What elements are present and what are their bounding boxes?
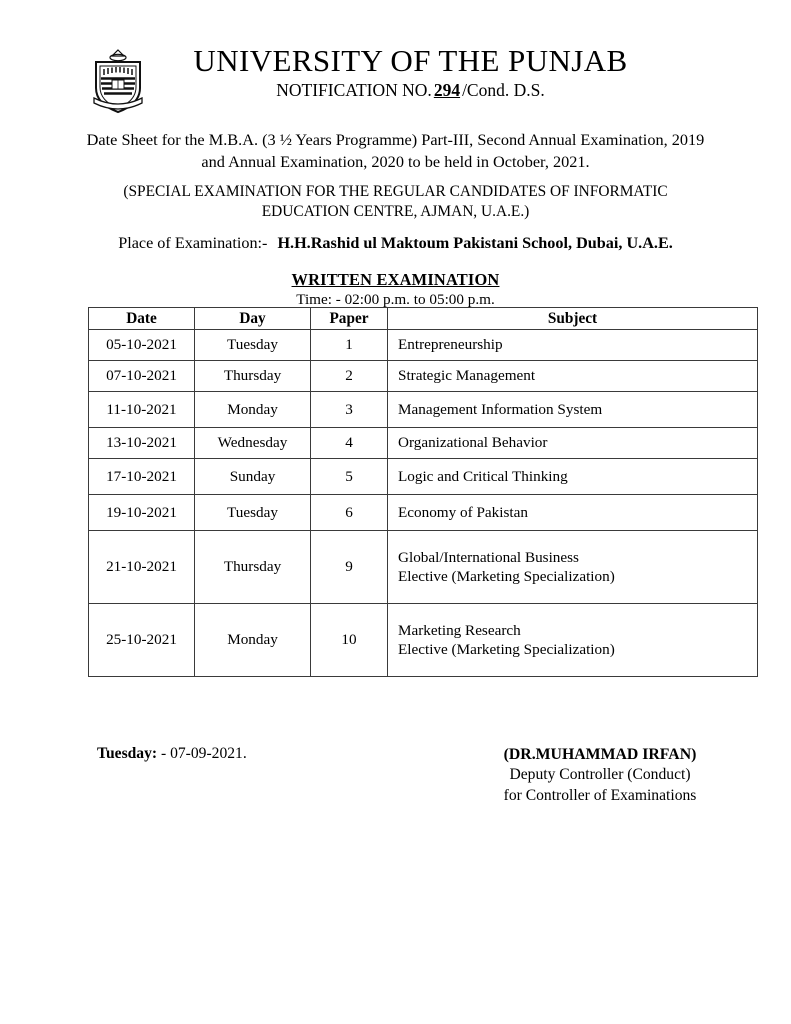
table-row	[89, 495, 758, 531]
column-header-day: Day	[195, 308, 311, 330]
signatory-role-line-1: Deputy Controller (Conduct)	[509, 766, 691, 784]
cell-subject	[388, 495, 758, 531]
cell-paper: 2	[311, 361, 388, 392]
signatory-role-line-2: for Controller of Examinations	[503, 787, 697, 805]
table-body	[89, 330, 758, 677]
cell-subject	[388, 428, 758, 459]
university-crest-icon	[88, 48, 148, 116]
table-row	[89, 428, 758, 459]
table-row	[89, 531, 758, 604]
special-line-2: EDUCATION CENTRE, AJMAN, U.A.E.)	[261, 203, 530, 221]
cell-date: 25-10-2021	[89, 604, 195, 677]
notification-number: 294	[433, 80, 461, 101]
cell-day: Tuesday	[195, 495, 311, 531]
notification-prefix: NOTIFICATION NO.	[276, 80, 432, 101]
cell-day: Monday	[195, 392, 311, 428]
issue-date: - 07-09-2021.	[161, 745, 247, 762]
table-row	[89, 604, 758, 677]
written-examination-heading	[0, 270, 791, 309]
subject-line-2: Elective (Marketing Specialization)	[398, 568, 615, 585]
date-sheet-table	[88, 307, 758, 677]
subject-line-1: Strategic Management	[398, 367, 536, 385]
column-header-date: Date	[89, 308, 195, 330]
cell-paper: 6	[311, 495, 388, 531]
cell-subject	[388, 604, 758, 677]
cell-subject	[388, 531, 758, 604]
cell-date: 13-10-2021	[89, 428, 195, 459]
subject-line-1: Economy of Pakistan	[398, 503, 528, 521]
special-line-1: (SPECIAL EXAMINATION FOR THE REGULAR CANDIDATES OF INFORMATIC	[123, 183, 668, 200]
cell-paper: 10	[311, 604, 388, 677]
cell-date: 05-10-2021	[89, 330, 195, 361]
cell-date: 21-10-2021	[89, 531, 195, 604]
subject-line-1: Marketing Research	[398, 621, 521, 639]
signature-block	[440, 744, 760, 807]
cell-day: Monday	[195, 604, 311, 677]
cell-day: Tuesday	[195, 330, 311, 361]
special-examination-note	[0, 182, 791, 223]
subject-line-1: Entrepreneurship	[398, 336, 503, 354]
table-row	[89, 330, 758, 361]
cell-day: Sunday	[195, 459, 311, 495]
document-footer	[0, 742, 791, 812]
issue-date-line	[97, 745, 247, 763]
subject-line-1: Management Information System	[398, 400, 603, 418]
place-label: Place of Examination:-	[118, 234, 268, 252]
cell-subject	[388, 392, 758, 428]
table-row	[89, 392, 758, 428]
table-row	[89, 361, 758, 392]
subject-line-1: Global/International Business	[398, 548, 579, 566]
subject-line-1: Logic and Critical Thinking	[398, 467, 568, 485]
subject-line-1: Organizational Behavior	[398, 434, 548, 452]
cell-subject	[388, 330, 758, 361]
place-of-examination	[0, 234, 791, 253]
table-header-row	[89, 308, 758, 330]
cell-date: 07-10-2021	[89, 361, 195, 392]
subject-line-2: Elective (Marketing Specialization)	[398, 641, 615, 658]
place-venue: H.H.Rashid ul Maktoum Pakistani School, Dubai, U.A.E.	[277, 234, 673, 252]
table-row	[89, 459, 758, 495]
intro-line-1: Date Sheet for the M.B.A. (3 ½ Years Programme) Part-III, Second Annual Examination, 2019	[86, 130, 705, 149]
cell-paper: 9	[311, 531, 388, 604]
signatory-name: (DR.MUHAMMAD IRFAN)	[503, 746, 697, 763]
cell-date: 11-10-2021	[89, 392, 195, 428]
cell-subject	[388, 459, 758, 495]
cell-day: Thursday	[195, 361, 311, 392]
issue-day: Tuesday:	[97, 745, 158, 762]
exam-mode-title: WRITTEN EXAMINATION	[291, 270, 500, 289]
column-header-subject: Subject	[388, 308, 758, 330]
cell-date: 19-10-2021	[89, 495, 195, 531]
cell-paper: 4	[311, 428, 388, 459]
cell-day: Wednesday	[195, 428, 311, 459]
cell-date: 17-10-2021	[89, 459, 195, 495]
cell-paper: 5	[311, 459, 388, 495]
intro-paragraph	[0, 129, 791, 172]
column-header-paper: Paper	[311, 308, 388, 330]
notification-suffix: /Cond. D.S.	[462, 80, 545, 101]
cell-paper: 1	[311, 330, 388, 361]
cell-subject	[388, 361, 758, 392]
document-header	[0, 44, 791, 101]
exam-time: Time: - 02:00 p.m. to 05:00 p.m.	[296, 291, 495, 308]
cell-day: Thursday	[195, 531, 311, 604]
cell-paper: 3	[311, 392, 388, 428]
page-title: UNIVERSITY OF THE PUNJAB	[193, 43, 628, 78]
intro-line-2: and Annual Examination, 2020 to be held in October, 2021.	[201, 151, 590, 171]
